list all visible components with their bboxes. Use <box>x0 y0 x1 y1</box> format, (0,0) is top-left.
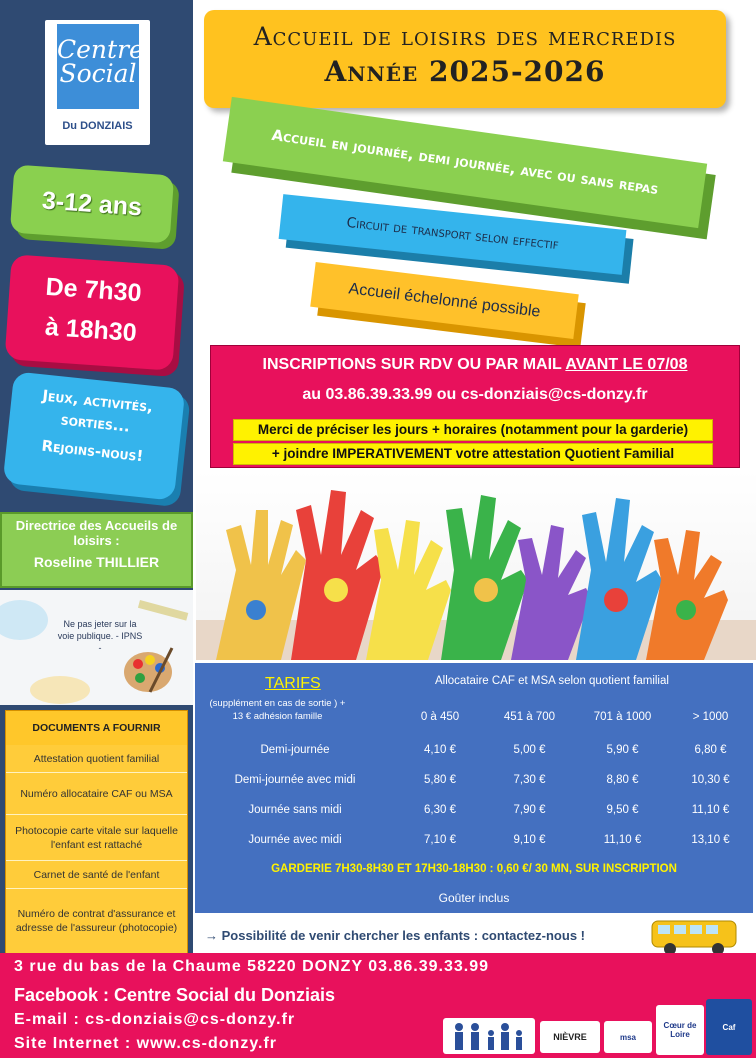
page-title: Accueil de loisirs des mercredis <box>253 22 677 51</box>
price-cell: 11,10 € <box>603 834 642 846</box>
price-cell: 5,80 € <box>424 774 456 786</box>
schedule-note: Merci de préciser les jours + horaires (notamment pour la garderie) <box>233 419 713 441</box>
price-cell: 9,10 € <box>513 834 546 846</box>
pricing-header: Allocataire CAF et MSA selon quotient familial <box>435 675 669 687</box>
opening-hours-badge <box>5 254 180 370</box>
paint-illustration <box>0 590 193 705</box>
pricing-row <box>195 804 753 826</box>
price-cell: 13,10 € <box>691 834 730 846</box>
price-cell: 7,30 € <box>513 774 546 786</box>
document-item: Numéro de contrat d'assurance et adresse de l'assureur (photocopie) <box>6 889 187 953</box>
document-item: Attestation quotient familial <box>6 745 187 773</box>
family-logo <box>443 1018 535 1054</box>
price-cell: 5,00 € <box>513 744 546 756</box>
pricing-row <box>195 744 753 766</box>
pricing-row-label: Journée sans midi <box>248 804 342 816</box>
director-box <box>0 512 193 588</box>
logo-line-2: Social <box>59 59 137 88</box>
activities-line-3: Rejoins-nous! <box>40 436 145 466</box>
attestation-note: + joindre IMPERATIVEMENT votre attestation Quotient Familial <box>233 443 713 465</box>
logo-subtitle: Du DONZIAIS <box>62 120 133 132</box>
painted-hands-icon <box>196 470 756 660</box>
staggered-arrival-banner: Accueil échelonné possible <box>310 262 579 339</box>
school-year: Année 2025-2026 <box>324 55 606 88</box>
registration-heading-text: INSCRIPTIONS SUR RDV OU PAR MAIL <box>262 356 566 373</box>
activities-line-1: Jeux, activités, <box>41 386 154 416</box>
pricing-row <box>195 834 753 856</box>
pricing-row <box>195 774 753 796</box>
pricing-row-label: Demi-journée avec midi <box>234 774 356 786</box>
logo-mark <box>57 24 144 109</box>
documents-title: DOCUMENTS A FOURNIR <box>6 711 187 745</box>
website-link[interactable]: Site Internet : www.cs-donzy.fr <box>14 1035 278 1052</box>
snack-note: Goûter inclus <box>438 891 510 905</box>
address: 3 rue du bas de la Chaume 58220 DONZY 03.86.39.33.99 <box>14 958 490 975</box>
centre-social-logo <box>45 20 150 145</box>
pricing-panel <box>195 663 753 913</box>
director-title: Directrice des Accueils de loisirs : <box>15 518 178 548</box>
no-littering-notice: Ne pas jeter sur la voie publique. - IPNS - <box>57 619 143 653</box>
pickup-note: → Possibilité de venir chercher les enfants : contactez-nous ! <box>205 928 585 943</box>
document-item: Carnet de santé de l'enfant <box>6 861 187 889</box>
price-cell: 8,80 € <box>606 774 639 786</box>
price-cell: 6,80 € <box>694 744 727 756</box>
price-cell: 6,30 € <box>424 804 456 816</box>
registration-box <box>210 345 740 468</box>
palette-icon <box>120 642 175 697</box>
nievre-logo: NIÈVRE <box>540 1021 600 1053</box>
coeur-de-loire-logo: Cœur de Loire <box>656 1005 704 1055</box>
registration-contact: au 03.86.39.33.99 ou cs-donziais@cs-donzy.fr <box>302 386 648 403</box>
schedule-options-banner: Accueil en journée, demi journée, avec ou sans repas <box>223 97 707 228</box>
price-cell: 4,10 € <box>424 744 456 756</box>
hours-line-2: à 18h30 <box>44 312 138 348</box>
caf-logo: Caf <box>706 999 752 1055</box>
price-cell: 7,90 € <box>513 804 546 816</box>
price-cell: 10,30 € <box>691 774 730 786</box>
activities-line-2: sorties... <box>59 410 131 436</box>
pricing-row-label: Demi-journée <box>260 744 330 756</box>
director-name: Roseline THILLIER <box>2 552 191 572</box>
logo-line-1: Centre <box>57 35 144 64</box>
price-cell: 9,50 € <box>606 804 639 816</box>
document-item: Photocopie carte vitale sur laquelle l'enfant est rattaché <box>6 815 187 861</box>
facebook-link[interactable]: Facebook : Centre Social du Donziais <box>14 985 336 1005</box>
painted-hands-illustration <box>196 470 756 660</box>
msa-logo: msa <box>604 1021 652 1053</box>
registration-heading <box>211 356 739 374</box>
school-bus-icon <box>650 915 740 957</box>
bracket-label: 701 à 1000 <box>593 711 652 723</box>
header-banner <box>204 10 726 108</box>
activities-badge <box>3 371 186 500</box>
bracket-header-row <box>195 711 753 733</box>
price-cell: 7,10 € <box>424 834 456 846</box>
pricing-row-label: Journée avec midi <box>248 834 342 846</box>
pricing-note: (supplément en cas de sortie ) + 13 € adhésion famille <box>209 698 346 722</box>
bracket-label: 0 à 450 <box>420 711 460 723</box>
transport-banner: Circuit de transport selon effectif <box>279 194 627 275</box>
pricing-title: TARIFS <box>265 675 321 692</box>
family-silhouette-icon <box>449 1021 529 1051</box>
age-range-badge: 3-12 ans <box>10 165 174 244</box>
bracket-label: > 1000 <box>692 711 729 723</box>
document-item: Numéro allocataire CAF ou MSA <box>6 773 187 815</box>
hours-line-1: De 7h30 <box>44 272 143 308</box>
daycare-pricing: GARDERIE 7H30-8H30 ET 17H30-18H30 : 0,60 €/ 30 MN, SUR INSCRIPTION <box>271 863 677 875</box>
documents-panel <box>5 710 188 955</box>
registration-deadline: AVANT LE 07/08 <box>565 356 688 373</box>
footer <box>0 953 756 1058</box>
email-link[interactable]: E-mail : cs-donziais@cs-donzy.fr <box>14 1011 296 1028</box>
price-cell: 11,10 € <box>691 804 730 816</box>
price-cell: 5,90 € <box>606 744 639 756</box>
bracket-label: 451 à 700 <box>503 711 556 723</box>
